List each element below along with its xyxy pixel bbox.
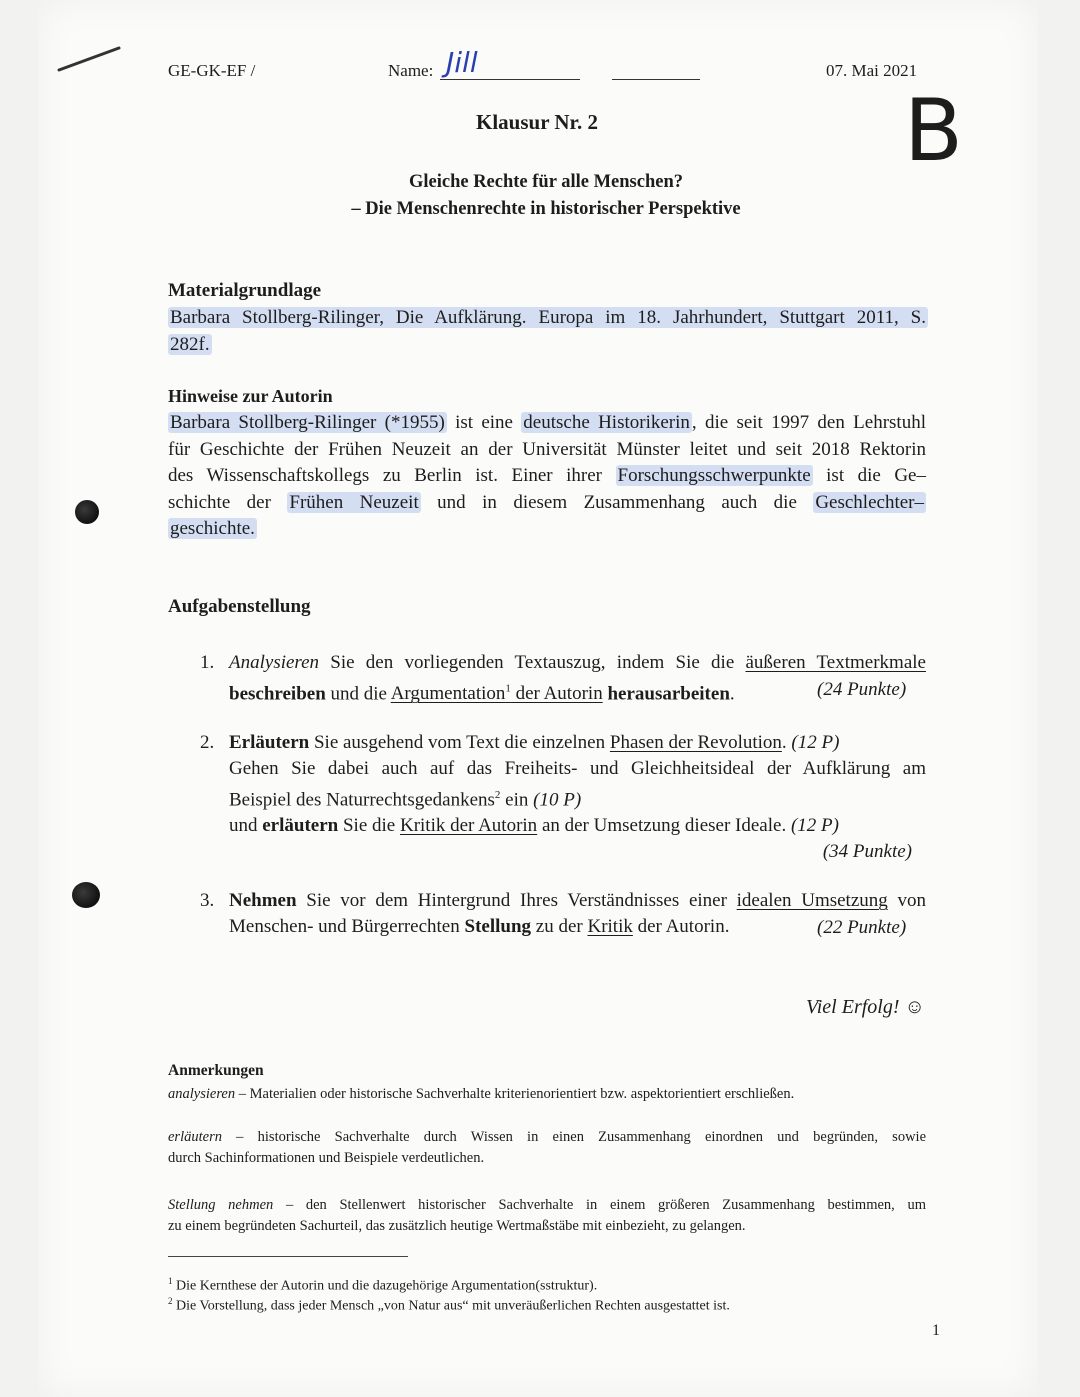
note-text: – den Stellenwert historischer Sachverhalte in einem größeren Zusammenhang bestimmen, um [273, 1197, 926, 1213]
task-3-text: der Autorin. [632, 916, 730, 937]
task-1-underlined-2: der Autorin [510, 683, 603, 705]
early-modern-highlight: Frühen Neuzeit [289, 491, 419, 513]
task-2-text: an der Umsetzung dieser Ideale. [537, 815, 791, 837]
footnote-text: Die Kernthese der Autorin und die dazugehörige Argumentation(sstruktur). [176, 1278, 598, 1294]
task-1-points: (24 Punkte) [817, 679, 907, 700]
task-3-verb: Nehmen [229, 890, 297, 911]
group-letter: B [904, 81, 963, 181]
task-2-points-c: (12 P) [790, 815, 839, 837]
task-3-underlined-2: Kritik [587, 916, 633, 937]
name-underline [440, 79, 580, 80]
author-heading: Hinweise zur Autorin [168, 386, 333, 406]
task-1-underlined: äußeren Textmerkmale [745, 652, 926, 673]
task-2-underlined: Phasen der Revolution [609, 732, 782, 753]
footnote-divider [168, 1256, 408, 1257]
author-text: des Wissenschaftskollegs zu Berlin ist. Einer ihrer [168, 465, 616, 486]
author-text: , die seit 1997 den Lehrstuhl [691, 412, 926, 433]
footnote-ref-1: 1 [505, 683, 511, 695]
note-term: analysieren [168, 1086, 236, 1102]
task-2-text: ein [500, 789, 534, 811]
topic-title-line1: Gleiche Rechte für alle Menschen? [408, 172, 683, 192]
task-2-points: (34 Punkte) [822, 841, 912, 863]
research-focus-highlight: Forschungsschwerpunkte [617, 465, 811, 486]
note-analysieren [168, 1084, 928, 1105]
name-underline-2 [612, 79, 700, 80]
exam-title: Klausur Nr. 2 [476, 110, 598, 134]
material-line-1: Barbara Stollberg-Rilinger, Die Aufklärung. Europa im 18. Jahrhundert, Stuttgart 2011, S. [170, 307, 926, 328]
task-3-text: Menschen- und Bürgerrechten [229, 916, 465, 937]
footnote-number: 1 [168, 1276, 173, 1286]
task-3-underlined: idealen Umsetzung [736, 890, 888, 911]
topic-title-line2: – Die Menschenrechte in historischer Perspektive [351, 199, 741, 219]
task-3 [229, 888, 926, 940]
note-text: – Materialien oder historische Sachverhalte kriterienorientiert bzw. aspektorientiert erschließen. [235, 1086, 795, 1102]
author-text: und in diesem Zusammenhang auch die [420, 491, 814, 513]
page-number: 1 [932, 1322, 940, 1339]
task-1-verb-3: herausarbeiten [602, 683, 730, 705]
task-1-text: Sie den vorliegenden Textauszug, indem Sie die [319, 652, 746, 673]
author-role-highlight: deutsche Historikerin [523, 412, 690, 433]
task-2-verb: Erläutern [229, 732, 310, 753]
task-2-text: Sie die [338, 815, 400, 837]
pen-stroke-mark [55, 40, 125, 75]
gender-history-highlight-2: geschichte. [170, 518, 255, 539]
task-2 [229, 730, 926, 865]
task-2-points-a: (12 P) [791, 732, 840, 753]
punch-hole-top [75, 500, 99, 524]
note-erlaeutern [168, 1127, 926, 1169]
name-label: Name: [388, 61, 434, 80]
author-paragraph [168, 410, 926, 543]
note-text: zu einem begründeten Sachurteil, das zusätzlich heutige Wertmaßstäbe mit einbezieht, zu gelangen. [168, 1218, 746, 1234]
exam-date: 07. Mai 2021 [826, 61, 918, 80]
author-text: ist die Ge– [812, 465, 926, 486]
footnote-text: Die Vorstellung, dass jeder Mensch „von Natur aus“ mit unveräußerlichen Rechten ausgestattet ist. [176, 1298, 730, 1314]
note-text: durch Sachinformationen und Beispiele verdeutlichen. [168, 1150, 485, 1166]
note-text: – historische Sachverhalte durch Wissen in einen Zusammenhang einordnen und begründen, sowie [221, 1129, 926, 1145]
author-line-2: für Geschichte der Frühen Neuzeit an der Universität Münster leitet und seit 2018 Rektorin [168, 438, 926, 460]
task-1-text: und die [325, 683, 391, 705]
task-3-text: von [887, 890, 927, 911]
task-2-verb-2: erläutern [262, 815, 339, 837]
task-3-points: (22 Punkte) [817, 917, 907, 938]
task-2-points-b: (10 P) [533, 789, 582, 811]
note-stellung-nehmen [168, 1195, 926, 1237]
note-term: erläutern [168, 1129, 222, 1145]
tasks-heading: Aufgabenstellung [168, 596, 311, 617]
note-term: Stellung nehmen [168, 1197, 274, 1213]
gender-history-highlight: Geschlechter– [815, 491, 924, 513]
notes-heading: Anmerkungen [168, 1062, 264, 1079]
task-1-number: 1. [200, 652, 215, 673]
punch-hole-bottom [72, 882, 100, 908]
task-1-verb-2: beschreiben [229, 683, 326, 705]
task-1-text: . [729, 683, 735, 705]
task-2-underlined-2: Kritik der Autorin [399, 815, 538, 837]
student-name: Jill [446, 46, 478, 79]
footnote-2 [168, 1292, 730, 1316]
task-2-text: . [781, 732, 792, 753]
task-2-text: Sie ausgehend vom Text die einzelnen [309, 732, 610, 753]
author-text: schichte der [168, 491, 288, 513]
material-heading: Materialgrundlage [168, 280, 322, 301]
material-line-2: 282f. [170, 333, 210, 355]
author-text: ist eine [446, 412, 522, 433]
task-1 [229, 650, 926, 707]
task-2-text: Beispiel des Naturrechtsgedankens [229, 789, 495, 811]
task-1-argumentation: Argumentation [390, 683, 506, 705]
footnote-number: 2 [168, 1296, 173, 1306]
closing-wish: Viel Erfolg! ☺ [806, 996, 925, 1018]
task-2-text: und [229, 815, 263, 837]
author-name-highlight: Barbara Stollberg-Rilinger (*1955) [170, 412, 445, 433]
task-2-number: 2. [200, 732, 215, 753]
task-3-number: 3. [200, 890, 215, 911]
task-3-text: zu der [531, 916, 588, 937]
task-3-verb-2: Stellung [464, 916, 532, 937]
task-2-line-2: Gehen Sie dabei auch auf das Freiheits- und Gleichheitsideal der Aufklärung am [229, 758, 926, 779]
footnote-ref-2: 2 [494, 789, 501, 801]
task-3-text: Sie vor dem Hintergrund Ihres Verständnisses einer [296, 890, 737, 911]
material-source [168, 305, 928, 358]
course-code: GE-GK-EF / [168, 61, 256, 80]
task-1-verb: Analysieren [229, 652, 320, 673]
